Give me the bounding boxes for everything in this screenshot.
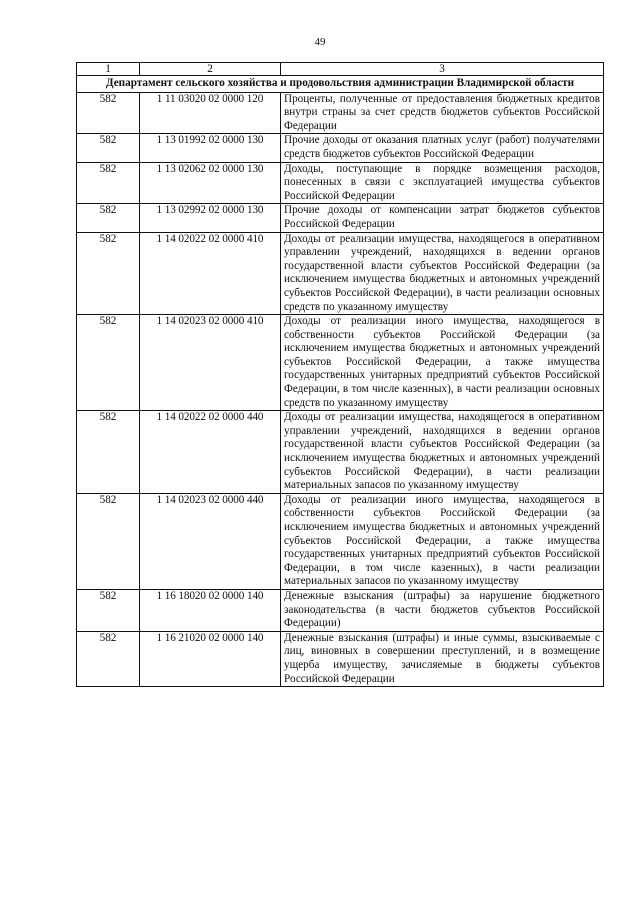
- revenue-code-cell: 1 14 02023 02 0000 410: [140, 315, 281, 411]
- revenue-name-cell: Доходы от реализации иного имущества, находящегося в собственности субъектов Российской Федерации (за исключением имущества бюджетных и автономных учреждений субъектов Российской Федерации, а также имущества государственных унитарных предприятий субъектов Российской Федерации, в том числе казенных), в части реализации основных средств по указанному имуществу: [281, 315, 604, 411]
- revenue-code-cell: 1 16 21020 02 0000 140: [140, 631, 281, 686]
- column-header-2: 2: [140, 63, 281, 76]
- revenue-name-cell: Доходы, поступающие в порядке возмещения расходов, понесенных в связи с эксплуатацией имущества субъектов Российской Федерации: [281, 162, 604, 204]
- revenue-name-cell: Прочие доходы от оказания платных услуг (работ) получателями средств бюджетов субъектов Российской Федерации: [281, 134, 604, 162]
- table-row: [77, 493, 604, 589]
- admin-code-cell: 582: [77, 134, 140, 162]
- admin-code-cell: 582: [77, 589, 140, 631]
- department-row: [77, 76, 604, 93]
- table-row: [77, 411, 604, 494]
- revenue-code-cell: 1 11 03020 02 0000 120: [140, 92, 281, 134]
- table-row: [77, 631, 604, 686]
- table-row: [77, 589, 604, 631]
- table-row: [77, 204, 604, 232]
- column-header-3: 3: [281, 63, 604, 76]
- revenue-code-cell: 1 14 02023 02 0000 440: [140, 493, 281, 589]
- admin-code-cell: 582: [77, 92, 140, 134]
- column-header-1: 1: [77, 63, 140, 76]
- admin-code-cell: 582: [77, 493, 140, 589]
- admin-code-cell: 582: [77, 631, 140, 686]
- table-row: [77, 92, 604, 134]
- revenue-code-cell: 1 13 01992 02 0000 130: [140, 134, 281, 162]
- revenue-code-cell: 1 14 02022 02 0000 440: [140, 411, 281, 494]
- column-number-row: [77, 63, 604, 76]
- table-row: [77, 134, 604, 162]
- admin-code-cell: 582: [77, 411, 140, 494]
- admin-code-cell: 582: [77, 162, 140, 204]
- page-number: 49: [314, 36, 326, 48]
- revenue-name-cell: Доходы от реализации иного имущества, находящегося в собственности субъектов Российской Федерации (за исключением имущества бюджетных и автономных учреждений субъектов Российской Федерации, а также имущества государственных унитарных предприятий субъектов Российской Федерации, в том числе казенных), в части реализации материальных запасов по указанному имуществу: [281, 493, 604, 589]
- table-row: [77, 315, 604, 411]
- revenue-codes-table: [76, 62, 604, 687]
- revenue-name-cell: Проценты, полученные от предоставления бюджетных кредитов внутри страны за счет средств бюджетов субъектов Российской Федерации: [281, 92, 604, 134]
- revenue-code-cell: 1 13 02992 02 0000 130: [140, 204, 281, 232]
- revenue-code-cell: 1 16 18020 02 0000 140: [140, 589, 281, 631]
- revenue-name-cell: Доходы от реализации имущества, находящегося в оперативном управлении учреждений, находящихся в ведении органов государственной власти субъектов Российской Федерации (за исключением имущества бюджетных и автономных учреждений субъектов Российской Федерации), в части реализации материальных запасов по указанному имуществу: [281, 411, 604, 494]
- table-body: [77, 63, 604, 687]
- table-row: [77, 162, 604, 204]
- revenue-name-cell: Денежные взыскания (штрафы) и иные суммы, взыскиваемые с лиц, виновных в совершении преступлений, и в возмещение ущерба имуществу, зачисляемые в бюджеты субъектов Российской Федерации: [281, 631, 604, 686]
- revenue-code-cell: 1 14 02022 02 0000 410: [140, 232, 281, 315]
- revenue-name-cell: Денежные взыскания (штрафы) за нарушение бюджетного законодательства (в части бюджетов субъектов Российской Федерации): [281, 589, 604, 631]
- table-row: [77, 232, 604, 315]
- admin-code-cell: 582: [77, 204, 140, 232]
- admin-code-cell: 582: [77, 232, 140, 315]
- department-title: Департамент сельского хозяйства и продовольствия администрации Владимирской области: [77, 76, 604, 93]
- revenue-code-cell: 1 13 02062 02 0000 130: [140, 162, 281, 204]
- revenue-name-cell: Прочие доходы от компенсации затрат бюджетов субъектов Российской Федерации: [281, 204, 604, 232]
- revenue-name-cell: Доходы от реализации имущества, находящегося в оперативном управлении учреждений, находящихся в ведении органов государственной власти субъектов Российской Федерации (за исключением имущества бюджетных и автономных учреждений субъектов Российской Федерации), в части реализации основных средств по указанному имуществу: [281, 232, 604, 315]
- admin-code-cell: 582: [77, 315, 140, 411]
